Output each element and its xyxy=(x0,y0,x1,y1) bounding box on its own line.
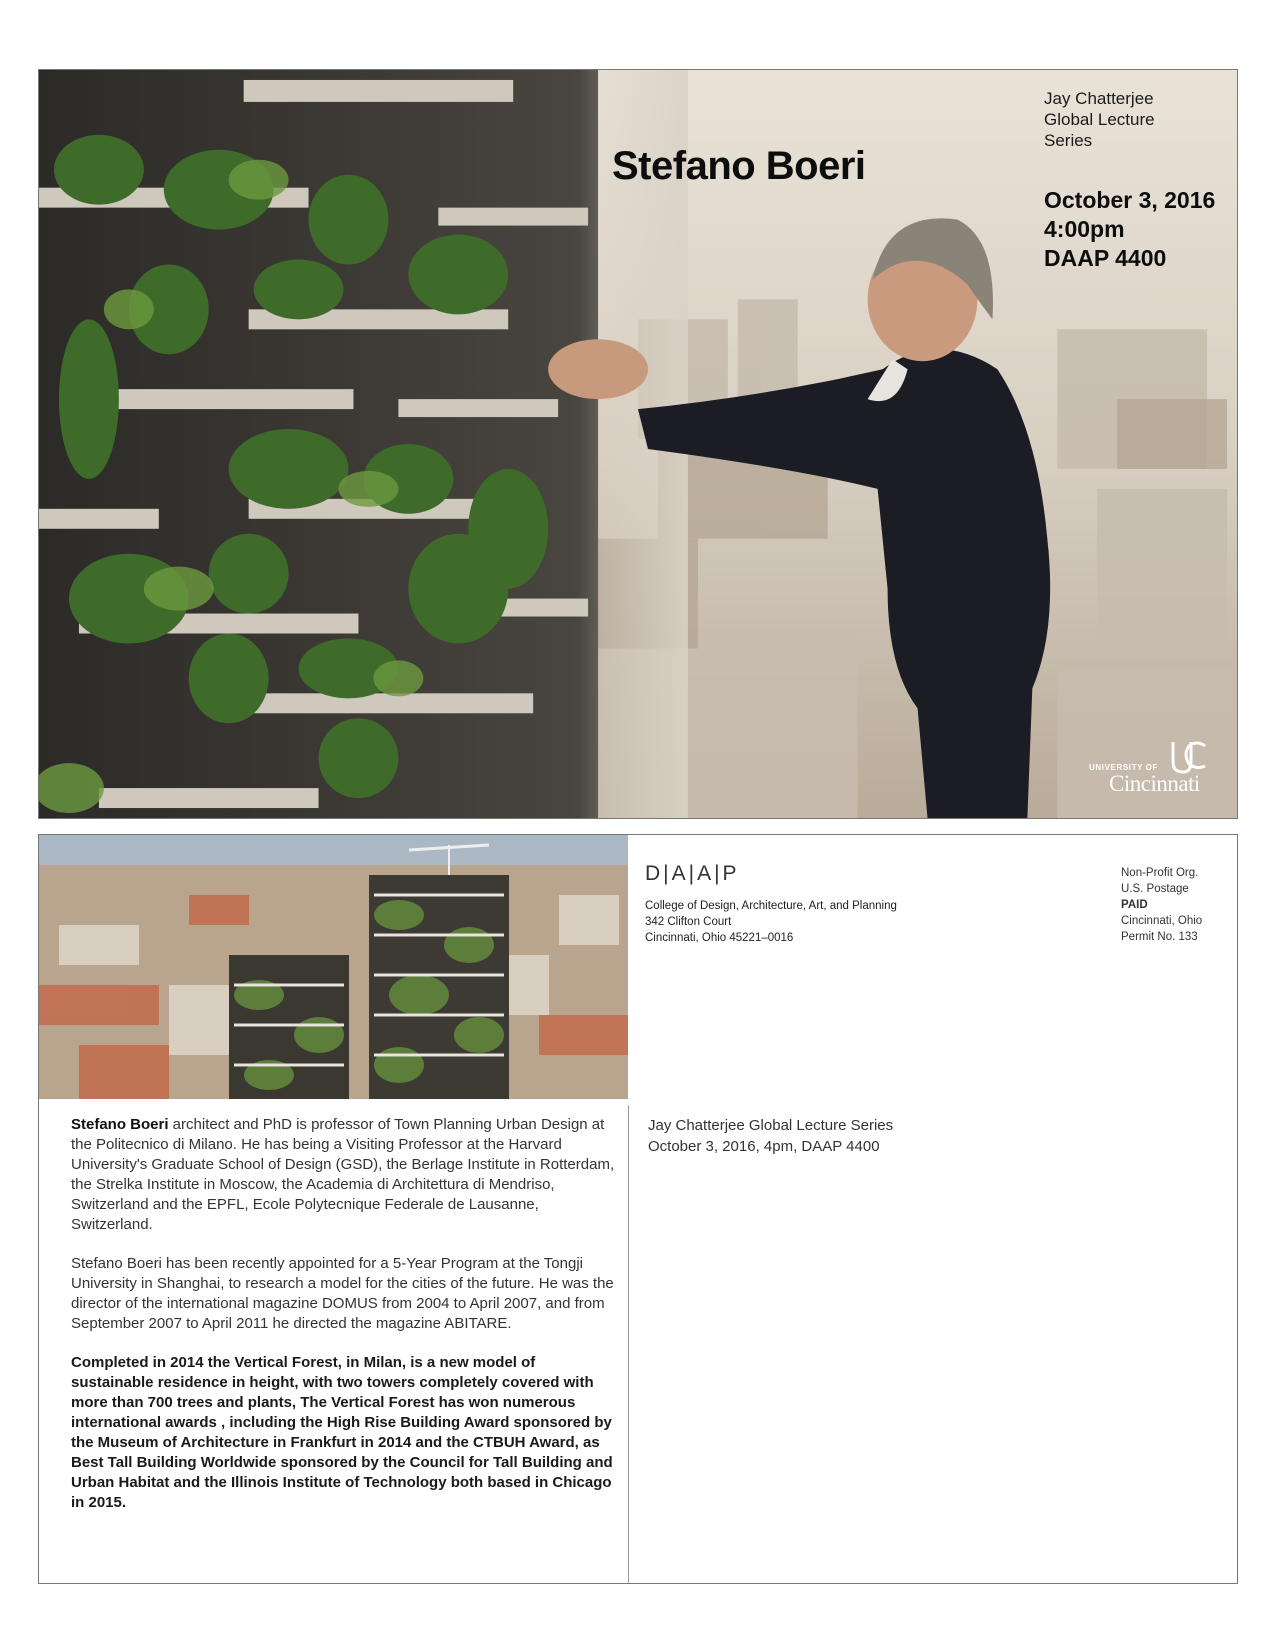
uc-logo-name: Cincinnati xyxy=(1109,771,1200,796)
postage-line: U.S. Postage xyxy=(1121,883,1189,895)
series-line: Global Lecture xyxy=(1044,110,1155,129)
vertical-forest-paragraph: Completed in 2014 the Vertical Forest, in Milan, is a new model of sustainable residence in height, with two towers completely covered with more than 700 trees and plants, The Vertical Forest has won numerous international awards , including the High Rise Building Award sponsored by the Museum of Architecture in Frankfurt in 2014 and the CTBUH Award, as Best Tall Building Worldwide sponsored by the Council for Tall Building and Urban Habitat and the Illinois Institute of Technology both based in Chicago in 2015. xyxy=(71,1354,613,1511)
event-time: 4:00pm xyxy=(1044,216,1125,242)
return-address xyxy=(645,898,897,946)
postage-line: Non-Profit Org. xyxy=(1121,867,1199,879)
bio-paragraph xyxy=(71,1115,616,1235)
mailer-event-info xyxy=(648,1115,893,1157)
lecture-series-title xyxy=(1044,88,1224,151)
uc-logo xyxy=(1089,738,1224,798)
event-room: DAAP 4400 xyxy=(1044,245,1167,271)
event-details xyxy=(1044,186,1234,273)
bio-name: Stefano Boeri xyxy=(71,1116,169,1133)
postage-line: Cincinnati, Ohio xyxy=(1121,915,1203,927)
uc-logo-university: UNIVERSITY OF xyxy=(1089,763,1158,772)
series-line: Jay Chatterjee xyxy=(1044,89,1154,108)
address-line: 342 Clifton Court xyxy=(645,916,732,928)
mailer-series: Jay Chatterjee Global Lecture Series xyxy=(648,1117,894,1134)
speaker-name: Stefano Boeri xyxy=(612,144,866,188)
bio-text: architect and PhD is professor of Town Planning Urban Design at the Politecnico di Milano. He has being a Visiting Professor at the Harvard University's Graduate School of Design (GSD), the Berlage Institute in Rotterdam, the Strelka Institute in Moscow, the Academia di Architettura di Mendriso, Switzerland and the EPFL, Ecole Polytecnique Federale de Lausanne, Switzerland. xyxy=(71,1116,615,1233)
column-divider xyxy=(628,1105,629,1583)
address-line: College of Design, Architecture, Art, and Planning xyxy=(645,900,897,912)
postcard-back xyxy=(38,834,1238,1584)
postage-indicia xyxy=(1121,865,1202,945)
event-date: October 3, 2016 xyxy=(1044,187,1216,213)
daap-logo: D|A|A|P xyxy=(645,862,740,885)
bio-paragraph: Stefano Boeri has been recently appointed for a 5-Year Program at the Tongji University in Shanghai, to research a model for the cities of the future. He was the director of the international magazine DOMUS from 2004 to April 2007, and from September 2007 to April 2011 he directed the magazine ABITARE. xyxy=(71,1255,614,1332)
postcard-front xyxy=(38,69,1238,819)
postage-line: Permit No. 133 xyxy=(1121,931,1198,943)
speaker-bio xyxy=(71,1115,616,1532)
milan-skyline-photo xyxy=(39,835,628,1099)
mailer-details: October 3, 2016, 4pm, DAAP 4400 xyxy=(648,1138,880,1155)
postage-paid: PAID xyxy=(1121,899,1148,911)
series-line: Series xyxy=(1044,131,1093,150)
address-line: Cincinnati, Ohio 45221–0016 xyxy=(645,932,794,944)
